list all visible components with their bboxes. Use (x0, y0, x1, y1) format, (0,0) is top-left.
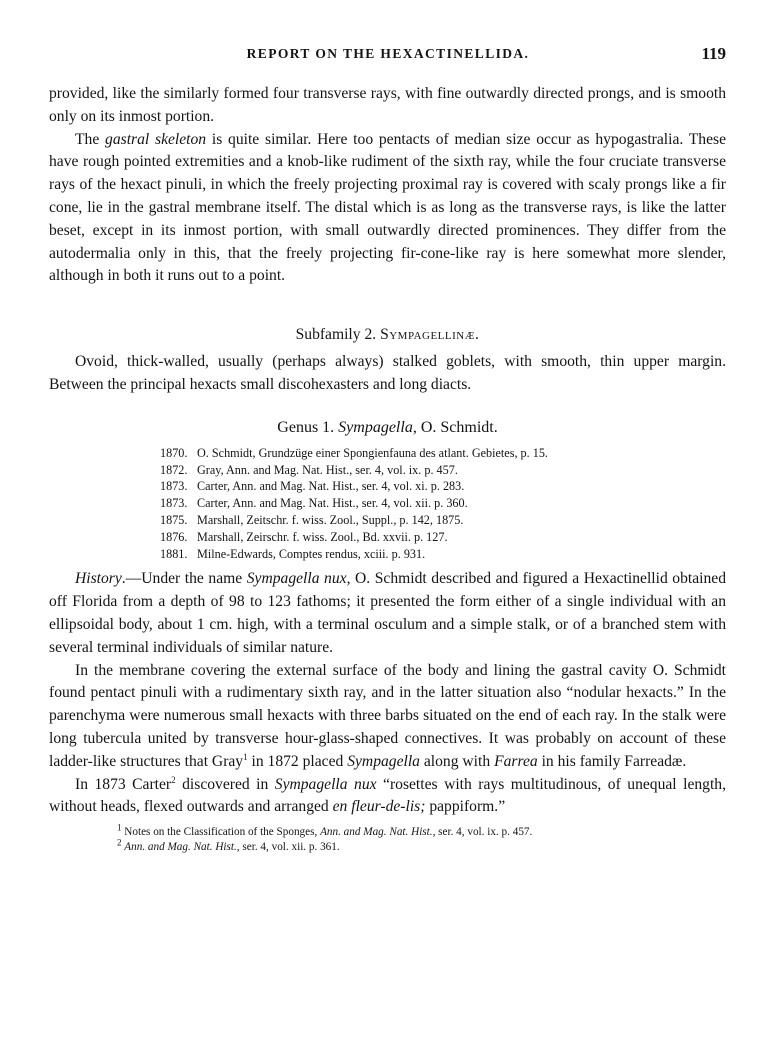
reference-year: 1873. (160, 479, 188, 494)
paragraph-text: provided, like the similarly formed four transverse rays, with fine outwardly directed prongs, and is smooth only on its inmost portion. (49, 85, 726, 125)
genus-name: Farrea (494, 752, 538, 770)
footnote (117, 837, 726, 855)
footnote-journal: Ann. and Mag. Nat. Hist. (320, 826, 433, 839)
reference-item (160, 529, 726, 546)
paragraph-text: Ovoid, thick-walled, usually (perhaps always) stalked goblets, with smooth, thin upper margin. Between the principal hexacts small discohexasters and long diacts. (49, 353, 726, 393)
history-label: History (75, 570, 122, 588)
genus-name: Sympagella (347, 752, 420, 770)
genus-label: Genus 1. (277, 418, 339, 436)
text-run: In the membrane covering the external surface of the body and lining the gastral cavity O. Schmidt found pentact pinuli with a rudimentary sixth ray, and in the latter situation also “nodular hexacts.” In the parenchyma were numerous small hexacts with three barbs situated on the end of each ray. In the stalk were long tubercula united by transverse hour-glass-shaped connectives. It was probably on account of these ladder-like structures that Gray (49, 661, 726, 770)
reference-year: 1876. (160, 529, 188, 544)
text-run: discovered in (175, 775, 275, 793)
text-run: , O. Schmidt described and figured a Hexactinellid obtained off Florida from a depth of 98 to 123 fathoms; it presented the form either of a single individual with an ellipsoidal body, about 1 cm. high, with a terminal osculum and a simple stalk, or of a branched stem with several terminal individuals of similar nature. (49, 570, 726, 656)
running-head (50, 44, 726, 66)
reference-item (160, 478, 726, 495)
genus-heading (49, 417, 726, 439)
footnote-text: , ser. 4, vol. xii. p. 361. (236, 841, 340, 854)
page-body (49, 83, 726, 855)
reference-item (160, 495, 726, 512)
reference-year: 1870. (160, 445, 188, 460)
reference-text: Marshall, Zeirschr. f. wiss. Zool., Bd. xxvii. p. 127. (197, 529, 448, 544)
reference-text: Marshall, Zeitschr. f. wiss. Zool., Suppl., p. 142, 1875. (197, 512, 464, 527)
footnote-ref: 1 (243, 751, 248, 762)
reference-text: Carter, Ann. and Mag. Nat. Hist., ser. 4, vol. xi. p. 283. (197, 479, 465, 494)
italic-term: gastral skeleton (105, 130, 207, 148)
italic-phrase: en fleur-de-lis; (332, 798, 426, 816)
text-run: pappiform.” (425, 798, 506, 816)
text-run: The (75, 130, 106, 148)
reference-item (160, 445, 726, 462)
paragraph-history (49, 568, 726, 659)
reference-text: Carter, Ann. and Mag. Nat. Hist., ser. 4, vol. xii. p. 360. (197, 496, 468, 511)
footnote-mark: 2 (117, 837, 122, 848)
paragraph-continuation (49, 83, 726, 129)
footnote-text: , ser. 4, vol. ix. p. 457. (432, 826, 533, 839)
species-name: Sympagella nux (246, 570, 347, 588)
reference-text: Milne-Edwards, Comptes rendus, xciii. p. 931. (197, 546, 426, 561)
text-run: .—Under the name (121, 570, 247, 588)
reference-year: 1875. (160, 512, 188, 527)
text-run: “rosettes with rays multitudinous, of unequal length, without heads, flexed outwards and arranged (49, 775, 727, 816)
reference-item (160, 546, 726, 563)
footnote-text: Notes on the Classification of the Sponges, (121, 826, 321, 839)
text-run: is quite similar. Here too pentacts of median size occur as hypogastralia. These have rough pointed extremities and a knob-like rudiment of the sixth ray, while the four cruciate transverse rays of the hexact pinuli, in which the freely projecting proximal ray is covered with scaly prongs like a fir cone, lie in the gastral membrane itself. The distal which is as long as the transverse rays, is like the latter beset, except in its inmost portion, with small outwardly directed prominences. They differ from the autodermalia only in this, that the freely projecting fir-cone-like ray is here somewhat more slender, although in both it runs out to a point. (49, 130, 726, 285)
footnote-ref: 2 (171, 774, 176, 785)
text-run: in 1872 placed (247, 752, 348, 770)
footnote-journal: Ann. and Mag. Nat. Hist. (124, 841, 237, 854)
running-title: REPORT ON THE HEXACTINELLIDA. (246, 46, 530, 61)
reference-text: Gray, Ann. and Mag. Nat. Hist., ser. 4, vol. ix. p. 457. (197, 462, 458, 477)
reference-item (160, 462, 726, 479)
text-run: In 1873 Carter (75, 775, 172, 793)
text-run: in his family Farreadæ. (537, 752, 687, 770)
genus-author: , O. Schmidt. (412, 418, 498, 436)
paragraph-subfamily-diagnosis (49, 351, 726, 397)
paragraph-carter (49, 774, 726, 820)
reference-item (160, 512, 726, 529)
reference-list (160, 445, 726, 563)
paragraph-membrane (49, 660, 726, 774)
genus-name: Sympagella (338, 418, 413, 436)
text-run: along with (419, 752, 495, 770)
reference-year: 1872. (160, 462, 188, 477)
reference-text: O. Schmidt, Grundzüge einer Spongienfauna des atlant. Gebietes, p. 15. (197, 445, 548, 460)
page-number: 119 (701, 44, 726, 63)
species-name: Sympagella nux (274, 775, 377, 793)
subfamily-heading (49, 324, 726, 346)
paragraph-gastral-skeleton (49, 129, 726, 289)
reference-year: 1881. (160, 546, 188, 561)
footnote-mark: 1 (117, 822, 122, 833)
subfamily-name: Sympagellinæ. (380, 326, 480, 344)
subfamily-label: Subfamily 2. (295, 326, 381, 344)
footnote (117, 822, 726, 840)
reference-year: 1873. (160, 496, 188, 511)
footnotes (117, 822, 726, 855)
